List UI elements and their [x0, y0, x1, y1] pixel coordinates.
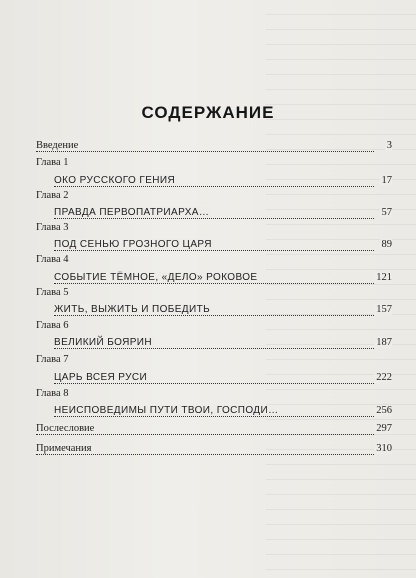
toc-entry-page: 222 [376, 372, 392, 383]
toc-entry-page: 256 [376, 405, 392, 416]
dot-leader [54, 186, 374, 187]
toc-entry-page: 17 [381, 175, 392, 186]
toc-entry-line [54, 272, 392, 286]
dot-leader [54, 283, 374, 284]
toc-entry-page: 57 [381, 207, 392, 218]
page-title: СОДЕРЖАНИЕ [141, 103, 275, 122]
chapter-label [36, 254, 392, 268]
dot-leader [36, 454, 374, 455]
toc-entry-line [36, 423, 392, 437]
chapter-number: Глава 3 [36, 222, 69, 233]
toc-entry-line [54, 304, 392, 318]
toc-entry-title: ОКО РУССКОГО ГЕНИЯ [54, 175, 176, 186]
toc-entry-chapter-5[interactable] [36, 304, 392, 318]
toc-entry-title: ЦАРЬ ВСЕЯ РУСИ [54, 372, 148, 383]
toc-entry-title: НЕИСПОВЕДИМЫ ПУТИ ТВОИ, ГОСПОДИ… [54, 405, 279, 416]
toc-entry-page: 89 [381, 239, 392, 250]
toc-entry-line [54, 175, 392, 189]
dot-leader [54, 383, 374, 384]
toc-entry-line [36, 140, 392, 154]
toc-entry-afterword[interactable] [36, 423, 392, 437]
chapter-number: Глава 1 [36, 157, 69, 168]
toc-entry-notes[interactable] [36, 443, 392, 457]
chapter-number: Глава 7 [36, 354, 69, 365]
dot-leader [54, 416, 374, 417]
toc-entry-title: Введение [36, 140, 79, 151]
toc-entry-title: ПРАВДА ПЕРВОПАТРИАРХА… [54, 207, 210, 218]
chapter-label [36, 157, 392, 171]
toc-entry-page: 3 [386, 140, 392, 151]
chapter-label [36, 354, 392, 368]
chapter-label [36, 222, 392, 236]
toc-entry-title: ЖИТЬ, ВЫЖИТЬ И ПОБЕДИТЬ [54, 304, 211, 315]
toc-entry-page: 310 [376, 443, 392, 454]
toc-entry-chapter-1[interactable] [36, 175, 392, 189]
dot-leader [54, 348, 374, 349]
toc-entry-page: 187 [376, 337, 392, 348]
toc-entry-line [54, 207, 392, 221]
toc-entry-line [54, 337, 392, 351]
chapter-label [36, 320, 392, 334]
chapter-number: Глава 2 [36, 190, 69, 201]
chapter-label [36, 287, 392, 301]
chapter-number: Глава 4 [36, 254, 69, 265]
toc-entry-chapter-2[interactable] [36, 207, 392, 221]
toc-entry-chapter-3[interactable] [36, 239, 392, 253]
dot-leader [54, 250, 374, 251]
dot-leader [36, 151, 374, 152]
chapter-number: Глава 6 [36, 320, 69, 331]
toc-entry-line [36, 443, 392, 457]
toc-entry-page: 121 [376, 272, 392, 283]
toc-entry-page: 157 [376, 304, 392, 315]
toc-entry-line [54, 372, 392, 386]
chapter-number: Глава 8 [36, 388, 69, 399]
toc-entry-title: СОБЫТИЕ ТЁМНОЕ, «ДЕЛО» РОКОВОЕ [54, 272, 258, 283]
toc-entry-page: 297 [376, 423, 392, 434]
toc-entry-line [54, 239, 392, 253]
toc-entry-chapter-4[interactable] [36, 272, 392, 286]
chapter-label [36, 388, 392, 402]
dot-leader [54, 315, 374, 316]
toc-entry-title: Примечания [36, 443, 92, 454]
toc-entry-chapter-8[interactable] [36, 405, 392, 419]
toc-entry-chapter-7[interactable] [36, 372, 392, 386]
toc-entry-title: ПОД СЕНЬЮ ГРОЗНОГО ЦАРЯ [54, 239, 212, 250]
toc-entry-title: ВЕЛИКИЙ БОЯРИН [54, 337, 152, 348]
toc-entry-line [54, 405, 392, 419]
chapter-number: Глава 5 [36, 287, 69, 298]
toc-entry-chapter-6[interactable] [36, 337, 392, 351]
chapter-label [36, 190, 392, 204]
toc-entry-introduction[interactable] [36, 140, 392, 154]
dot-leader [36, 434, 374, 435]
dot-leader [54, 218, 374, 219]
toc-entry-title: Послесловие [36, 423, 95, 434]
